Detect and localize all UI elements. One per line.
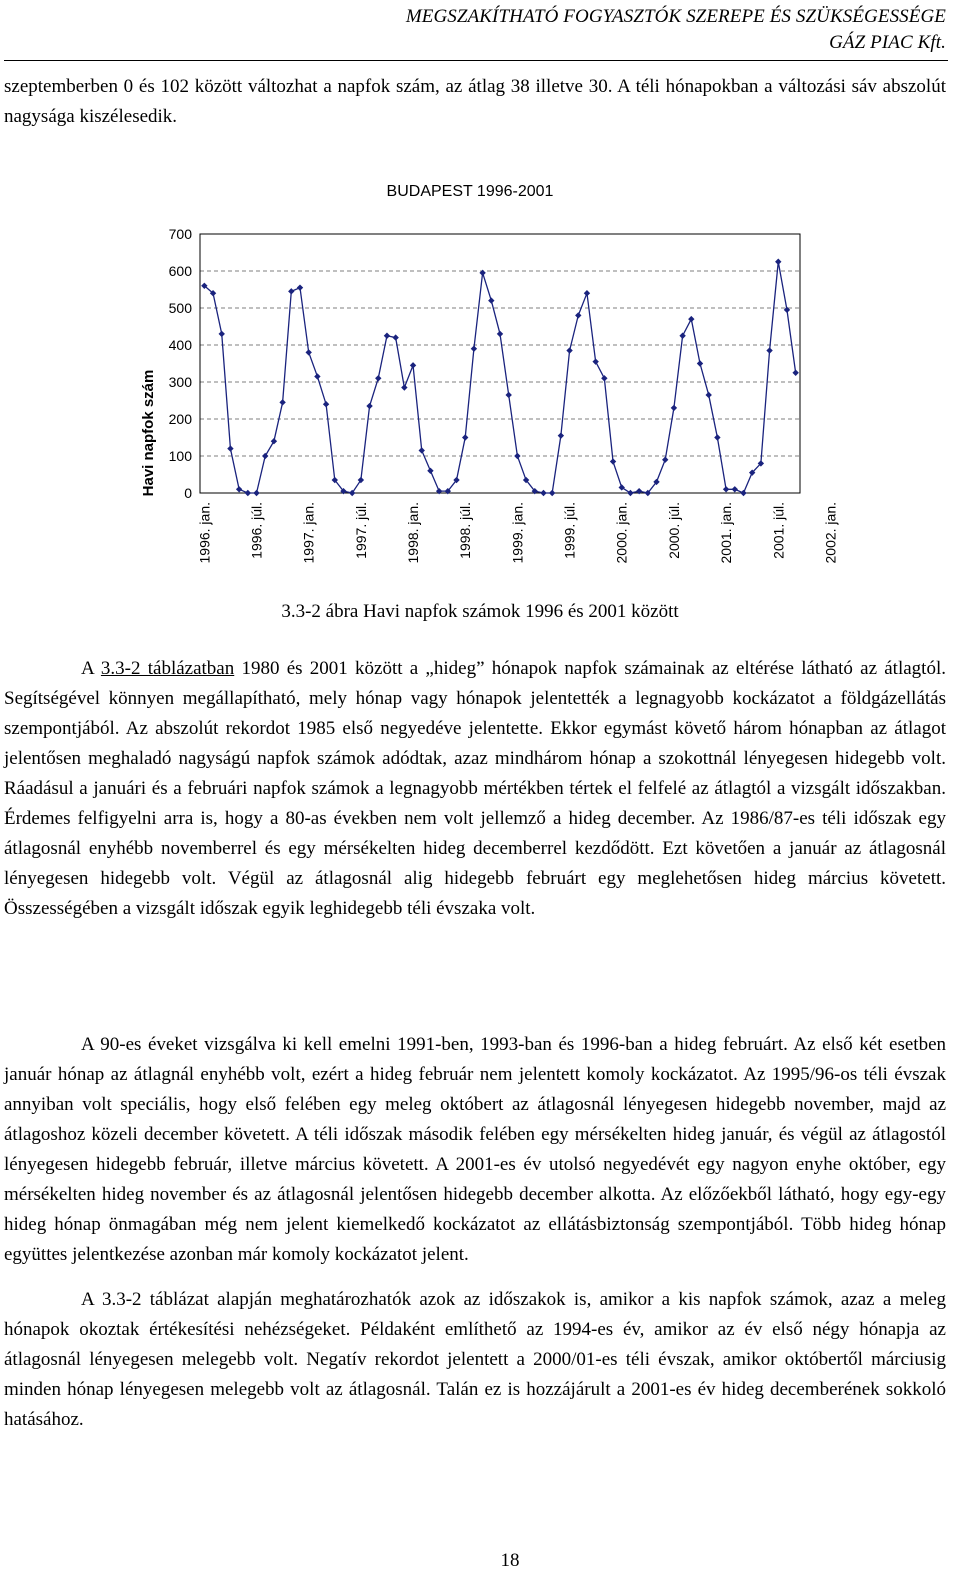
data-point [401, 384, 407, 390]
data-point [514, 453, 520, 459]
data-point [419, 447, 425, 453]
data-point [679, 333, 685, 339]
data-point [540, 490, 546, 496]
y-tick-label: 400 [168, 337, 192, 353]
y-tick-label: 0 [184, 485, 192, 501]
data-point [288, 288, 294, 294]
x-tick-label: 2000. júl. [665, 502, 682, 559]
sunshine-chart [0, 170, 960, 590]
data-point [305, 349, 311, 355]
x-tick-label: 1998. jan. [405, 502, 422, 564]
paragraph-3: A 3.3-2 táblázat alapján meghatározhatók azok az időszakok is, amikor a kis napfok számok, azaz a meleg hónapok okoztak értékesítési nehézségeket. Példaként említhető az 1994-es év, amikor az év első négy hónapja az átlagosnál lényegesen melegebb volt. Negatív rekordot jelentett a 2000/01-es téli évszak, amikor októbertől márciusig minden hónap lényegesen melegebb volt az átlagosnál. Talán ez is hozzájárult a 2001-es év hideg decemberének sokkoló hatásához. [4, 1289, 946, 1430]
data-point [253, 490, 259, 496]
data-point [366, 403, 372, 409]
data-point [688, 316, 694, 322]
data-point [671, 405, 677, 411]
data-point [732, 486, 738, 492]
data-point [792, 370, 798, 376]
figure-caption: 3.3-2 ábra Havi napfok számok 1996 és 2001 között [281, 601, 679, 622]
x-tick-label: 1998. júl. [457, 502, 474, 559]
data-point [601, 375, 607, 381]
data-point [236, 486, 242, 492]
y-tick-label: 700 [168, 226, 192, 242]
data-point [262, 453, 268, 459]
data-point [497, 331, 503, 337]
data-point [219, 331, 225, 337]
x-tick-label: 1997. jan. [300, 502, 317, 564]
y-tick-label: 300 [168, 374, 192, 390]
data-point [575, 312, 581, 318]
data-point [662, 457, 668, 463]
data-point [566, 347, 572, 353]
data-point [314, 373, 320, 379]
data-point [584, 290, 590, 296]
data-point [723, 486, 729, 492]
chart-title: BUDAPEST 1996-2001 [386, 183, 554, 200]
data-point [271, 438, 277, 444]
page-number: 18 [500, 1550, 520, 1571]
chart-ylabel: Havi napfok szám [140, 369, 157, 497]
data-point [245, 490, 251, 496]
data-point [297, 284, 303, 290]
x-axis-ticks [196, 502, 838, 564]
data-point [384, 333, 390, 339]
y-tick-label: 500 [168, 300, 192, 316]
header-title: MEGSZAKÍTHATÓ FOGYASZTÓK SZEREPE ÉS SZÜKSÉGESSÉGE [405, 6, 946, 27]
x-tick-label: 2001. jan. [718, 502, 735, 564]
chart-gridlines [200, 271, 800, 456]
data-point [766, 347, 772, 353]
data-point [505, 392, 511, 398]
series-line [204, 262, 795, 493]
header-divider [4, 60, 948, 61]
data-point [714, 434, 720, 440]
intro-paragraph: szeptemberben 0 és 102 között változhat a napfok szám, az átlag 38 illetve 30. A téli hónapokban a változási sáv abszolút nagysága kiszélesedik. [4, 76, 946, 127]
plot-frame [200, 234, 800, 493]
data-point [558, 432, 564, 438]
data-point [227, 445, 233, 451]
data-point [610, 458, 616, 464]
data-point [775, 259, 781, 265]
page-header [406, 4, 946, 56]
data-point [323, 401, 329, 407]
data-point [627, 490, 633, 496]
data-point [705, 392, 711, 398]
data-point [697, 360, 703, 366]
data-point [740, 490, 746, 496]
x-tick-label: 2002. jan. [822, 502, 839, 564]
y-tick-label: 100 [168, 448, 192, 464]
x-tick-label: 1999. jan. [509, 502, 526, 564]
data-point [488, 297, 494, 303]
header-company: GÁZ PIAC Kft. [829, 32, 946, 53]
data-point [392, 334, 398, 340]
y-tick-label: 600 [168, 263, 192, 279]
paragraph-2: A 90-es éveket vizsgálva ki kell emelni 1991-ben, 1993-ban és 1996-ban a hideg februárt. Az első két esetben január hónap az átlagnál enyhébb volt, ezért a hideg február nem jelentett komoly kockázatot. Az 1995/96-os téli évszak annyiban volt speciális, hogy első felében egy meleg októbert az átlagosnál lényegesen hidegebb november, majd az átlagoshoz közeli december követett. A téli időszak második felében egy mérsékelten hideg január, és végül az átlagostól lényegesen hidegebb február, illetve március követett. A 2001-es év utolsó negyedévét egy nagyon enyhe október, egy mérsékelten hideg november és az átlagosnál jelentősen hidegebb december alkotta. Az előzőekből látható, hogy egy-egy hideg hónap önmagában még nem jelent kiemelkedő kockázatot az ellátásbiztonság szempontjából. Több hideg hónap együttes jelentkezése azonban már komoly kockázatot jelent. [4, 1034, 946, 1265]
data-point [375, 375, 381, 381]
x-tick-label: 2000. jan. [613, 502, 630, 564]
x-tick-label: 1997. júl. [352, 502, 369, 559]
x-tick-label: 2001. júl. [770, 502, 787, 559]
p1-body: 1980 és 2001 között a „hideg” hónapok napfok számainak az eltérése látható az átlagtól. Segítségével könnyen megállapítható, mely hónap vagy hónapok jelentették a legnagyobb kockázatot a földgázellátás szempontjából. Az abszolút rekordot 1985 első negyedéve jelentette. Ekkor egymást követő három hónapban az átlagot jelentősen meghaladó nagyságú napfok számok adódtak, azaz mindhárom hónap a szokottnál lényegesen hidegebb volt. Ráadásul a januári és a februári napfok számok a legnagyobb mértékben tértek el felfelé az átlagtól a vizsgált időszakban. Érdemes felfigyelni arra is, hogy a 80-as években nem volt jellemző a hideg december. Az 1986/87-es téli időszak egy átlagosnál enyhébb novemberrel és egy mérsékelten hideg decemberrel kezdődött. Ezt követően a január az átlagosnál lényegesen hidegebb volt. Végül az átlagosnál alig hidegebb februárt egy meglehetősen hideg március követett. Összességében a vizsgált időszak egyik leghidegebb téli évszaka volt. [4, 658, 946, 919]
table-reference-link[interactable]: 3.3-2 táblázatban [100, 658, 235, 679]
p1-lead: A [81, 658, 101, 679]
data-point [427, 468, 433, 474]
data-point [619, 484, 625, 490]
x-tick-label: 1996. jan. [196, 502, 213, 564]
x-tick-label: 1999. júl. [561, 502, 578, 559]
paragraph-1 [4, 654, 946, 924]
data-point [462, 434, 468, 440]
data-point [592, 358, 598, 364]
y-tick-label: 200 [168, 411, 192, 427]
y-axis-ticks [169, 226, 193, 501]
data-point [410, 362, 416, 368]
data-point [279, 399, 285, 405]
x-tick-label: 1996. júl. [248, 502, 265, 559]
data-point [471, 346, 477, 352]
data-point [549, 490, 555, 496]
